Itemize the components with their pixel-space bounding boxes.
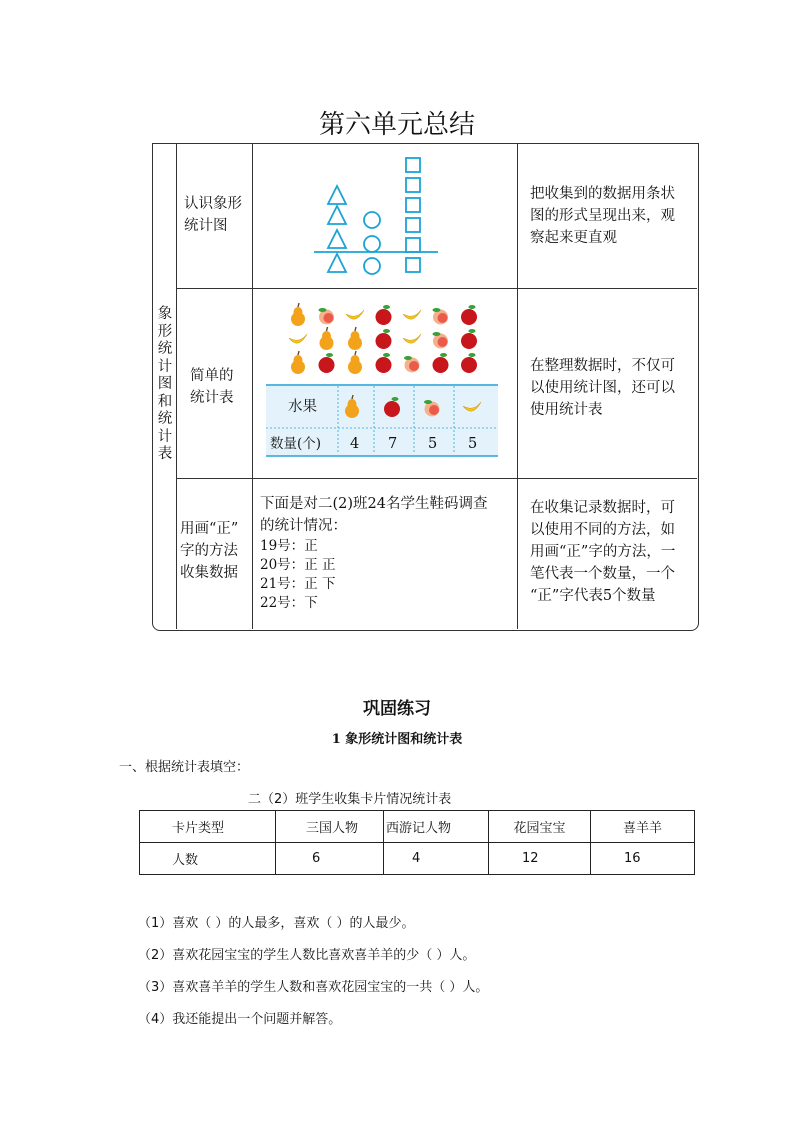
table-header-cell: 卡片类型 (140, 811, 276, 843)
table-row (140, 811, 695, 843)
fruit-count-banana: 5 (468, 436, 478, 452)
square-icon (406, 198, 420, 212)
practice-subheading: 1 象形统计图和统计表 (331, 732, 463, 747)
page-title: 第六单元总结 (318, 110, 475, 140)
table-cell: 6 (276, 843, 384, 875)
pear-icon (291, 351, 305, 374)
pear-icon (348, 351, 362, 374)
square-icon (406, 238, 420, 252)
row-divider (176, 288, 697, 289)
side-label: 象 形 统 计 图 和 统 计 表 (157, 306, 173, 462)
row1-note: 把收集到的数据用条状 图的形式呈现出来，观 察起来更直观 (530, 186, 675, 246)
column-divider (252, 143, 253, 629)
pear-icon (348, 327, 362, 350)
fruit-count-pear: 4 (350, 436, 360, 452)
square-icon (406, 218, 420, 232)
table-cell: 16 (591, 843, 695, 875)
triangle-icon (328, 254, 346, 272)
apple-icon (461, 353, 477, 373)
peach-icon (433, 332, 449, 349)
table-caption: 二（2）班学生收集卡片情况统计表 (248, 792, 452, 807)
apple-icon (376, 353, 392, 373)
banana-icon (403, 310, 421, 319)
circle-icon (364, 236, 380, 252)
apple-icon (376, 329, 392, 349)
section-title: 一、根据统计表填空： (119, 760, 250, 775)
column-divider (517, 143, 518, 629)
table-header-cell: 三国人物 (276, 811, 384, 843)
row3-topic: 用画“正” 字的方法 收集数据 (180, 521, 239, 581)
row-divider (176, 478, 697, 479)
table-row (140, 843, 695, 875)
banana-icon (403, 334, 421, 343)
apple-icon (433, 353, 449, 373)
banana-icon (346, 310, 364, 319)
table-header-cell: 喜羊羊 (591, 811, 695, 843)
square-icon (406, 158, 420, 172)
banana-icon (289, 334, 307, 343)
peach-icon (404, 356, 420, 373)
question-4: （4）我还能提出一个问题并解答。 (138, 1012, 342, 1027)
square-icon (406, 178, 420, 192)
banana-icon (463, 402, 481, 411)
card-table (139, 810, 695, 875)
square-icon (406, 258, 420, 272)
tally-example: 下面是对二(2)班24名学生鞋码调查 的统计情况： 19号：正 20号：正 正 21号：正 下 22号：下 (260, 496, 488, 611)
fruit-table-header: 水果 (288, 399, 317, 415)
table-cell: 12 (489, 843, 591, 875)
column-divider (176, 143, 177, 629)
triangle-icon (328, 186, 346, 204)
apple-icon (319, 353, 335, 373)
row2-topic: 简单的 统计表 (190, 368, 234, 406)
table-header-cell: 西游记人物 (384, 811, 489, 843)
tally-row: 20号：正 正 (260, 557, 336, 573)
apple-icon (461, 329, 477, 349)
triangle-icon (328, 230, 346, 248)
question-3: （3）喜欢喜羊羊的学生人数和喜欢花园宝宝的一共（ ）人。 (138, 980, 489, 995)
circle-icon (364, 258, 380, 274)
pear-icon (345, 395, 359, 418)
circle-icon (364, 212, 380, 228)
peach-icon (433, 308, 449, 325)
row2-note: 在整理数据时，不仅可 以使用统计图，还可以 使用统计表 (530, 358, 675, 418)
row1-topic: 认识象形 统计图 (184, 196, 242, 234)
question-2: （2）喜欢花园宝宝的学生人数比喜欢喜羊羊的少（ ）人。 (138, 948, 476, 963)
fruit-count-apple: 7 (388, 436, 398, 452)
question-1: （1）喜欢（ ）的人最多，喜欢（ ）的人最少。 (138, 916, 415, 931)
pear-icon (291, 303, 305, 326)
tally-row: 19号：正 (260, 538, 318, 554)
table-cell: 4 (384, 843, 489, 875)
table-cell: 人数 (140, 843, 276, 875)
fruit-table-count-label: 数量(个) (270, 436, 322, 452)
fruit-header-icons (338, 390, 498, 424)
triangle-icon (328, 206, 346, 224)
peach-icon (319, 308, 335, 325)
pictograph (300, 150, 450, 280)
fruit-count-peach: 5 (428, 436, 438, 452)
tally-row: 21号：正 下 (260, 576, 336, 592)
apple-icon (376, 305, 392, 325)
apple-icon (461, 305, 477, 325)
fruit-pictograph (286, 300, 482, 376)
table-header-cell: 花园宝宝 (489, 811, 591, 843)
peach-icon (424, 400, 440, 417)
row3-note: 在收集记录数据时，可 以使用不同的方法，如 用画“正”字的方法，一 笔代表一个数量，一个 “正”字代表5个数量 (530, 500, 676, 604)
apple-icon (384, 397, 400, 417)
practice-heading: 巩固练习 (363, 699, 431, 719)
pear-icon (320, 327, 334, 350)
tally-row: 22号：下 (260, 595, 318, 611)
